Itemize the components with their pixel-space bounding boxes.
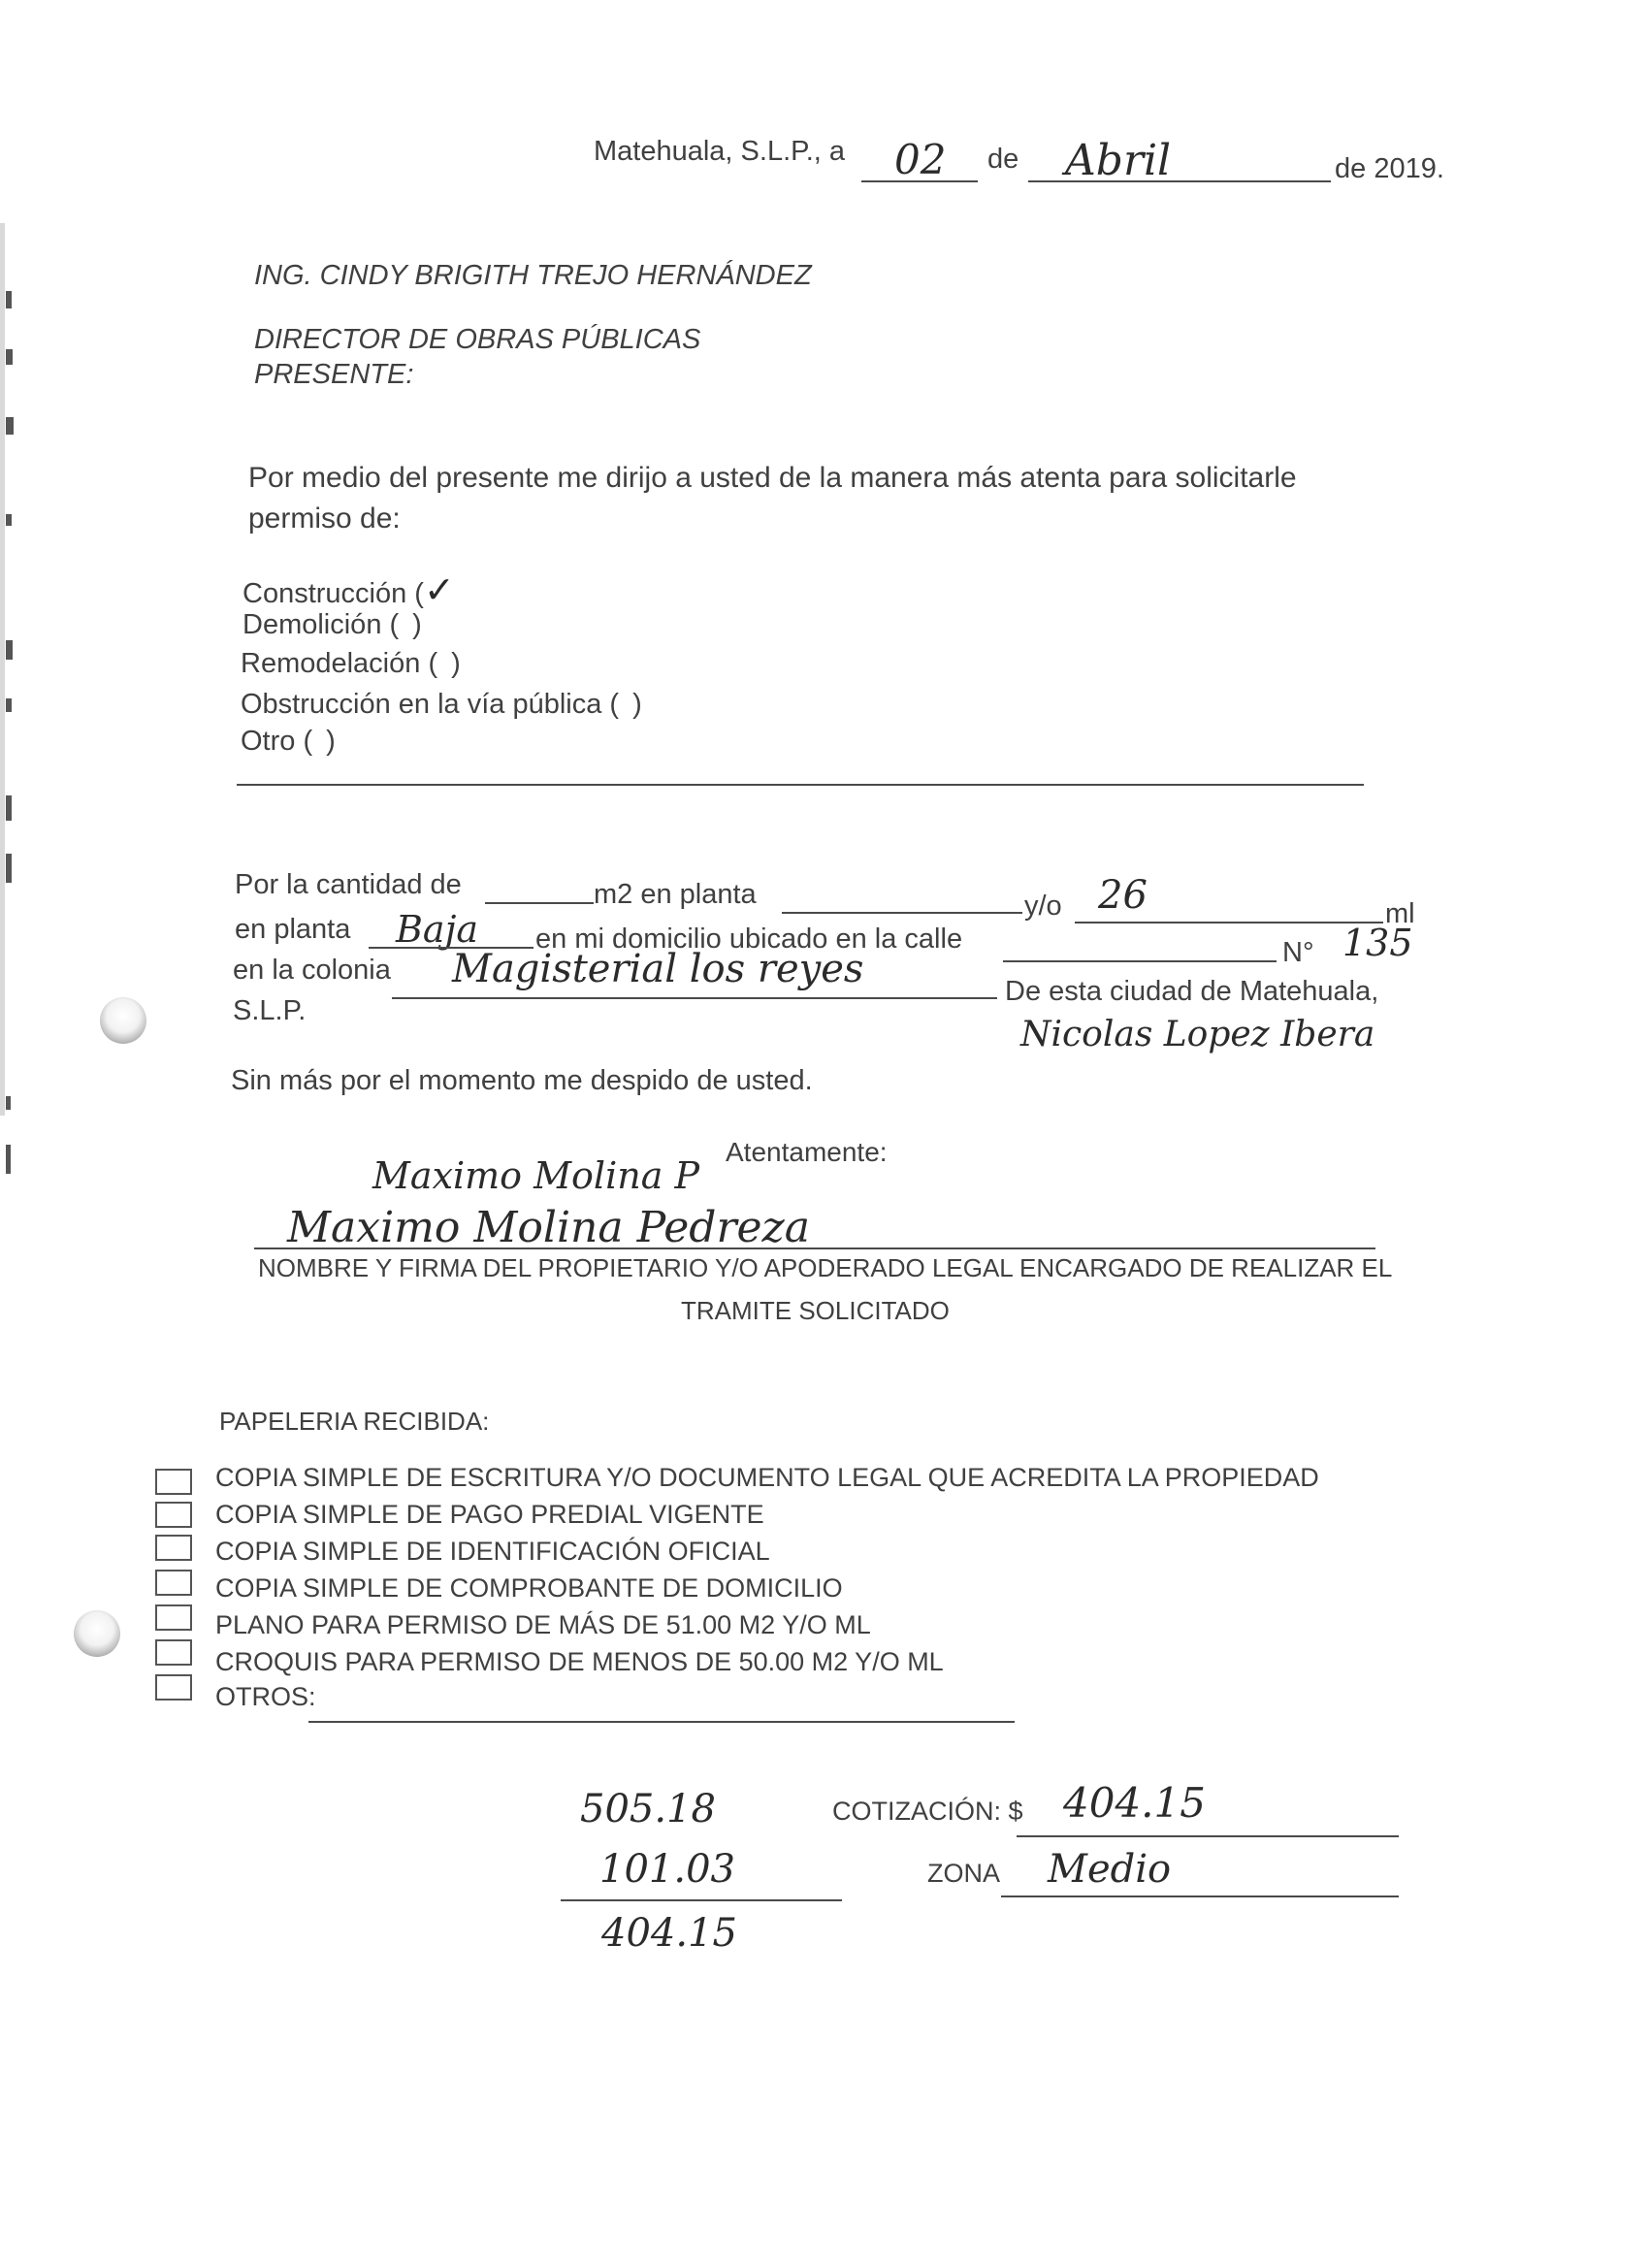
- yo-label: y/o: [1024, 891, 1062, 922]
- ml-line: [1075, 922, 1383, 923]
- paperwork-item: CROQUIS PARA PERMISO DE MENOS DE 50.00 M2 Y/O ML: [215, 1647, 944, 1676]
- calc-value-1: 505.18: [580, 1787, 716, 1831]
- option-otro[interactable]: Otro ( ): [241, 726, 336, 757]
- signature-line: [254, 1247, 1375, 1249]
- zona-value: Medio: [1048, 1847, 1172, 1892]
- colonia-line: [392, 997, 997, 999]
- paperwork-item: COPIA SIMPLE DE COMPROBANTE DE DOMICILIO: [215, 1573, 843, 1603]
- domicilio-label: en mi domicilio ubicado en la calle: [535, 923, 963, 955]
- de-label: de: [987, 144, 1019, 175]
- calc-total: 404.15: [601, 1911, 737, 1956]
- printed-name: Maximo Molina Pedreza: [287, 1203, 810, 1252]
- checkbox-otros[interactable]: [155, 1674, 192, 1701]
- m2-line: [782, 912, 1022, 914]
- paperwork-item: OTROS:: [215, 1682, 316, 1711]
- calle-value: Nicolas Lopez Ibera: [1020, 1015, 1375, 1054]
- recipient-position: DIRECTOR DE OBRAS PÚBLICAS: [254, 324, 701, 355]
- colonia-value: Magisterial los reyes: [452, 947, 864, 991]
- intro-line-1: Por medio del presente me dirijo a usted de la manera más atenta para solicitarle: [248, 462, 1297, 494]
- checkbox-plano[interactable]: [155, 1604, 192, 1631]
- checkbox-identificacion[interactable]: [155, 1535, 192, 1561]
- slp-label: S.L.P.: [233, 995, 307, 1026]
- ml-label: ml: [1385, 898, 1415, 929]
- option-construccion[interactable]: Construcción (✓: [242, 568, 455, 611]
- punch-hole-top: [100, 997, 146, 1044]
- paperwork-item: COPIA SIMPLE DE ESCRITURA Y/O DOCUMENTO LEGAL QUE ACREDITA LA PROPIEDAD: [215, 1463, 1319, 1492]
- checkbox-croquis[interactable]: [155, 1639, 192, 1666]
- farewell-text: Sin más por el momento me despido de usted.: [231, 1065, 813, 1096]
- paperwork-item: COPIA SIMPLE DE PAGO PREDIAL VIGENTE: [215, 1500, 764, 1529]
- option-remodelacion[interactable]: Remodelación ( ): [241, 648, 461, 679]
- cotizacion-value: 404.15: [1063, 1779, 1206, 1827]
- calle-line: [1003, 960, 1277, 962]
- day-value: 02: [894, 136, 947, 183]
- signature-caption-2: TRAMITE SOLICITADO: [681, 1296, 950, 1325]
- ciudad-label: De esta ciudad de Matehuala,: [1005, 976, 1379, 1007]
- checkbox-escritura[interactable]: [155, 1469, 192, 1495]
- signature: Maximo Molina P: [372, 1154, 700, 1197]
- option-demolicion[interactable]: Demolición ( ): [242, 609, 422, 640]
- cotizacion-label: COTIZACIÓN: $: [832, 1797, 1023, 1826]
- zona-label: ZONA: [927, 1859, 1001, 1888]
- cantidad-line: [485, 902, 594, 904]
- numero-value: 135: [1342, 922, 1413, 964]
- calc-sum-line: [561, 1899, 842, 1901]
- signature-caption-1: NOMBRE Y FIRMA DEL PROPIETARIO Y/O APODERADO LEGAL ENCARGADO DE REALIZAR EL: [258, 1253, 1393, 1282]
- cotizacion-line: [1017, 1835, 1399, 1837]
- punch-hole-bottom: [74, 1610, 120, 1657]
- checkbox-domicilio[interactable]: [155, 1570, 192, 1596]
- option-obstruccion[interactable]: Obstrucción en la vía pública ( ): [241, 689, 642, 720]
- checkbox-predial[interactable]: [155, 1502, 192, 1528]
- en-planta-label: en planta: [235, 914, 351, 945]
- place-label: Matehuala, S.L.P., a: [594, 136, 846, 167]
- atentamente-label: Atentamente:: [726, 1137, 888, 1167]
- calc-value-2: 101.03: [599, 1847, 735, 1892]
- presente-label: PRESENTE:: [254, 359, 414, 390]
- paperwork-title: PAPELERIA RECIBIDA:: [219, 1407, 490, 1436]
- ml-value: 26: [1098, 873, 1148, 918]
- colonia-label: en la colonia: [233, 955, 391, 986]
- year-label: de 2019.: [1335, 153, 1444, 184]
- month-value: Abril: [1065, 136, 1172, 185]
- check-mark-icon: ✓: [423, 568, 455, 611]
- recipient-name: ING. CINDY BRIGITH TREJO HERNÁNDEZ: [254, 260, 812, 291]
- intro-line-2: permiso de:: [248, 502, 401, 535]
- cantidad-label: Por la cantidad de: [235, 869, 462, 900]
- zona-line: [1001, 1895, 1399, 1897]
- paperwork-item: PLANO PARA PERMISO DE MÁS DE 51.00 M2 Y/O ML: [215, 1610, 871, 1639]
- m2-label: m2 en planta: [594, 879, 757, 910]
- numero-label: N°: [1282, 937, 1314, 968]
- otros-line: [308, 1721, 1015, 1723]
- paperwork-item: COPIA SIMPLE DE IDENTIFICACIÓN OFICIAL: [215, 1537, 770, 1566]
- planta-value: Baja: [396, 908, 479, 951]
- otro-description-line: [237, 784, 1364, 786]
